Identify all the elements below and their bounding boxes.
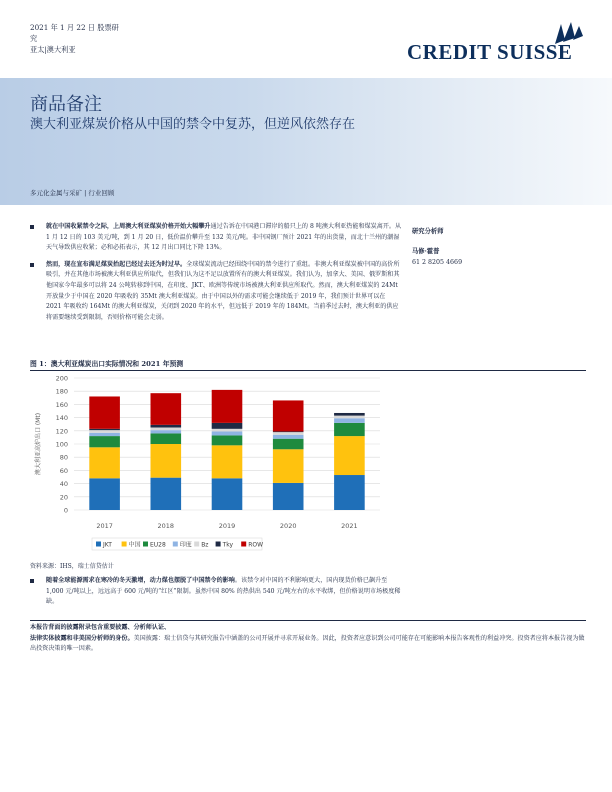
- bar-segment: [151, 444, 182, 478]
- bar-segment: [89, 447, 120, 478]
- y-tick-label: 60: [59, 466, 68, 475]
- bullet-square-icon: [30, 263, 34, 267]
- bar-segment: [273, 483, 304, 510]
- bar-segment: [334, 413, 365, 416]
- x-tick-label: 2017: [96, 522, 113, 530]
- y-tick-label: 40: [59, 480, 68, 489]
- disclosure-line2-lead: 法律实体披露和非美国分析师的身份。: [30, 634, 134, 642]
- bar-segment: [334, 416, 365, 419]
- bar-segment: [89, 433, 120, 436]
- bar-segment: [89, 396, 120, 428]
- bullet-text: 通过告诉在中国港口滞岸的船只上的 8 吨澳大利亚热能和煤炭离开。从 1 月 12 日的 103 美元/吨，到 1 月 20 日，低价温价攀升至 132 美元/吨。非中国钢厂预计 2021 年的出货量，而北十兰州的潮湿天气导致供应收紧；必和必拓表示，其 12 月出口同比下降 13%。: [46, 223, 402, 252]
- x-tick-label: 2021: [341, 522, 358, 530]
- bullet-item: [30, 222, 402, 254]
- bar-segment: [89, 430, 120, 433]
- legend-label: ROW: [248, 541, 264, 549]
- analyst-panel: [412, 226, 582, 268]
- bullet-lead: 随着全球能源需求在寒冷的冬天激增，动力煤也摆脱了中国禁令的影响: [46, 577, 235, 584]
- y-tick-label: 140: [55, 414, 68, 423]
- legend-label: Bz: [201, 541, 209, 549]
- bar-segment: [212, 435, 243, 445]
- bar-segment: [89, 436, 120, 447]
- legend-swatch: [241, 542, 246, 547]
- bullet-square-icon: [30, 579, 34, 583]
- bullet-item: [30, 260, 402, 324]
- summary-bullets: [30, 222, 402, 329]
- report-meta: [30, 22, 130, 55]
- y-tick-label: 0: [63, 506, 68, 515]
- y-tick-label: 180: [55, 387, 68, 396]
- analyst-heading: 研究分析师: [412, 228, 444, 235]
- legend-swatch: [216, 542, 221, 547]
- page-title: 商品备注: [30, 94, 102, 115]
- bar-segment: [212, 445, 243, 478]
- bar-segment: [334, 475, 365, 510]
- y-tick-label: 100: [55, 440, 68, 449]
- bar-segment: [273, 435, 304, 439]
- bar-segment: [151, 430, 182, 433]
- category-line: 多元化金属与采矿 | 行业回顾: [30, 189, 115, 197]
- y-axis-label: 澳大利亚高炉出口 (Mt): [35, 412, 42, 476]
- legend-label: Tky: [222, 541, 234, 549]
- bar-segment: [212, 423, 243, 429]
- bullet-lead: 就在中国收紧禁令之际，上周澳大利亚煤炭价格开始大幅攀升: [46, 223, 211, 230]
- x-tick-label: 2018: [157, 522, 175, 530]
- bullet-square-icon: [30, 225, 34, 229]
- analyst-phone: 61 2 8205 4669: [412, 259, 463, 266]
- bar-segment: [273, 431, 304, 432]
- bar-segment: [273, 432, 304, 435]
- chart-container: [30, 370, 390, 558]
- x-tick-label: 2020: [279, 522, 297, 530]
- y-tick-label: 80: [59, 453, 68, 462]
- legend-label: 印度: [179, 541, 192, 549]
- y-tick-label: 200: [55, 374, 68, 383]
- legend-swatch: [173, 542, 178, 547]
- bar-segment: [151, 478, 182, 510]
- page-subtitle: 澳大利亚煤炭价格从中国的禁令中复苏，但逆风依然存在: [30, 117, 356, 132]
- legend-swatch: [122, 542, 127, 547]
- bullet-text: 。该禁令对中国的不利影响更大，国内现货价格已飙升至 1,000 元/吨以上，远远高于 600 元/吨的“红区”限制。虽然中国 80% 的热供出 540 元/吨左右的水平收绑，但价格说明市场极度稀缺。: [46, 577, 401, 606]
- legend-label: EU28: [150, 541, 166, 549]
- y-tick-label: 120: [55, 427, 68, 436]
- bullet-item: [30, 576, 402, 608]
- bar-segment: [151, 428, 182, 431]
- legend-label: JKT: [103, 541, 112, 549]
- bar-segment: [89, 478, 120, 510]
- bar-segment: [212, 390, 243, 423]
- figure-title: 图 1：澳大利亚煤炭出口实际情况和 2021 年预测: [30, 358, 586, 371]
- disclosure-text: 美国披露：瑞士信贷与其研究报告中涵盖的公司开展并寻求开展业务。因此，投资者应意识到公司可能存在可能影响本报告客观性的利益冲突。投资者应将本报告视为做出投资决策的唯一因素。: [30, 634, 585, 653]
- followup-bullets: [30, 576, 402, 614]
- stacked-bar-chart: [30, 370, 390, 558]
- bar-segment: [334, 436, 365, 475]
- bar-segment: [273, 449, 304, 483]
- credit-suisse-logo: [407, 26, 587, 68]
- report-region: 亚太|澳大利亚: [30, 45, 76, 54]
- bullet-lead: 然而，现在宣布满足煤炭抬起已经过去还为时过早。: [46, 260, 187, 268]
- x-tick-label: 2019: [218, 522, 236, 530]
- bar-segment: [212, 429, 243, 432]
- bar-segment: [151, 433, 182, 444]
- bar-segment: [151, 393, 182, 425]
- report-date: 2021 年 1 月 22 日 股票研: [30, 23, 119, 32]
- bar-segment: [212, 478, 243, 510]
- bar-segment: [273, 400, 304, 431]
- bar-segment: [89, 429, 120, 430]
- y-tick-label: 160: [55, 400, 68, 409]
- bullet-text: 全球煤炭流动已经围绕中国的禁令进行了重组。非澳大利亚煤炭被中国的高价所吸引，并在其他市场被澳大利亚供应所取代，但我们认为这不足以放置所有的澳大利亚煤炭。我们认为，加拿大、美国、俄罗斯和其他国家今年最多可以将 24 公吨转移到中国，在印度、JKT、欧洲等传统市场被澳大利亚供应所取代。然而，澳大利亚煤炭的 24Mt 开放量少于中国在 2020 年吸收的 35Mt 澳大利亚煤炭。由于中国以外的需求可能会继续低于 2019 年，我们预计世界可以在 2021 年吸收约 164Mt 的澳大利亚煤炭，关闭到 2020 年的水平，但远低于 2019 年的 184Mt。当前季过去时，澳大利亚的供应将需要继续受到限制，否则价格可能会走弱。: [46, 260, 400, 321]
- bar-segment: [273, 439, 304, 450]
- legend-swatch: [96, 542, 101, 547]
- legend-swatch: [143, 542, 148, 547]
- bar-segment: [334, 423, 365, 436]
- report-type: 究: [30, 34, 38, 43]
- disclosure-line1: 本报告背面的披露附录包含重要披露、分析师认证、: [30, 624, 171, 631]
- disclosure-block: [30, 620, 586, 655]
- legend-label: 中国: [128, 541, 141, 549]
- legend-swatch: [194, 542, 199, 547]
- bar-segment: [151, 425, 182, 428]
- figure-source: 资料来源：IHS，瑞士信贷估计: [30, 563, 114, 570]
- logo-wordmark: CREDIT SUISSE: [407, 40, 573, 64]
- bar-segment: [334, 418, 365, 423]
- bar-segment: [212, 431, 243, 435]
- analyst-name: 马修·霍普: [412, 248, 440, 255]
- y-tick-label: 20: [59, 493, 68, 502]
